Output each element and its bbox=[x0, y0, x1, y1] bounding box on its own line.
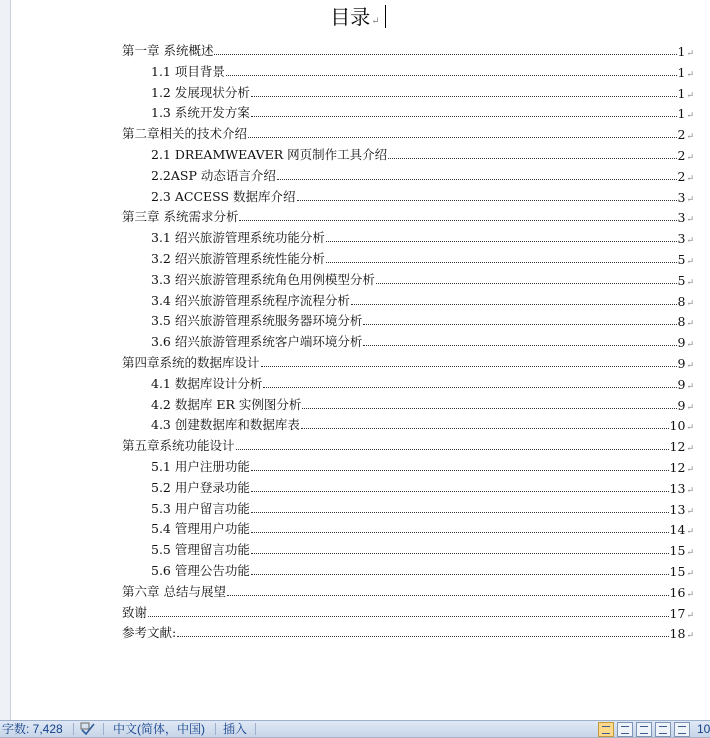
print-layout-view-icon[interactable] bbox=[598, 722, 614, 737]
toc-entry-text: 2.1 DREAMWEAVER 网页制作工具介绍 bbox=[151, 147, 388, 162]
toc-page-number: 5 bbox=[677, 252, 686, 267]
toc-entry-text: 第六章 总结与展望 bbox=[122, 583, 226, 599]
toc-page-number: 15 bbox=[669, 543, 686, 559]
toc-entry-text: 2.3 ACCESS 数据库介绍 bbox=[151, 188, 296, 204]
toc-entry[interactable] bbox=[151, 392, 694, 413]
paragraph-mark: ↵ bbox=[686, 298, 694, 309]
draft-view-icon[interactable] bbox=[674, 722, 690, 737]
toc-page-number: 12 bbox=[669, 439, 686, 455]
toc-entry[interactable] bbox=[151, 142, 694, 163]
toc-entry-text: 3.3 绍兴旅游管理系统角色用例模型分析 bbox=[151, 271, 375, 287]
paragraph-mark: ↵ bbox=[686, 548, 694, 559]
toc-entry[interactable] bbox=[151, 288, 694, 309]
toc-page-number: 5 bbox=[677, 272, 686, 288]
toc-entry-text: 4.2 数据库 ER 实例图分析 bbox=[151, 396, 302, 412]
paragraph-mark: ↵ bbox=[686, 423, 694, 434]
toc-entry[interactable] bbox=[151, 412, 694, 433]
toc-dot-leader bbox=[251, 116, 677, 117]
toc-page-number: 8 bbox=[677, 293, 686, 309]
toc-page-number: 1 bbox=[677, 64, 686, 80]
toc-page-number: 16 bbox=[669, 584, 686, 600]
toc-dot-leader bbox=[351, 304, 677, 305]
toc-entry[interactable] bbox=[122, 579, 694, 600]
toc-entry[interactable] bbox=[151, 454, 694, 475]
paragraph-mark: ↵ bbox=[686, 319, 694, 330]
document-title-text: 目录 bbox=[330, 5, 371, 29]
toc-entry-text: 1.2 发展现状分析 bbox=[151, 84, 250, 100]
toc-dot-leader bbox=[326, 262, 677, 263]
paragraph-mark: ↵ bbox=[686, 569, 694, 579]
status-separator bbox=[255, 723, 256, 735]
toc-dot-leader bbox=[251, 574, 669, 575]
toc-dot-leader bbox=[301, 428, 669, 429]
toc-page-number: 18 bbox=[669, 626, 686, 642]
toc-dot-leader bbox=[363, 345, 676, 346]
toc-entry-text: 第四章系统的数据库设计 bbox=[122, 355, 260, 370]
toc-page-number: 2 bbox=[677, 127, 686, 143]
paragraph-mark: ↵ bbox=[686, 506, 694, 517]
toc-entry-text: 1.3 系统开发方案 bbox=[151, 105, 250, 121]
toc-dot-leader bbox=[248, 137, 676, 138]
toc-page-number: 1 bbox=[677, 85, 686, 101]
toc-entry[interactable] bbox=[151, 225, 694, 246]
toc-entry[interactable] bbox=[151, 163, 694, 184]
toc-page-number: 1 bbox=[677, 44, 686, 59]
toc-entry[interactable] bbox=[151, 308, 694, 329]
toc-entry[interactable] bbox=[151, 184, 694, 205]
toc-dot-leader bbox=[251, 532, 669, 533]
paragraph-mark: ↵ bbox=[686, 49, 694, 59]
toc-entry-text: 3.4 绍兴旅游管理系统程序流程分析 bbox=[151, 292, 350, 308]
language-indicator[interactable]: 中文(简体，中国) bbox=[113, 722, 205, 736]
paragraph-mark: ↵ bbox=[371, 16, 380, 27]
left-ruler-edge bbox=[0, 0, 11, 720]
toc-entry-text: 5.3 用户留言功能 bbox=[151, 500, 250, 516]
toc-dot-leader bbox=[239, 220, 676, 221]
toc-dot-leader bbox=[263, 387, 676, 388]
zoom-level[interactable]: 10 bbox=[697, 722, 710, 736]
toc-dot-leader bbox=[251, 491, 669, 492]
toc-entry[interactable] bbox=[151, 80, 694, 101]
toc-page-number: 10 bbox=[669, 418, 686, 434]
toc-entry-text: 4.3 创建数据库和数据库表 bbox=[151, 417, 300, 433]
toc-dot-leader bbox=[326, 241, 677, 242]
toc-page-number: 2 bbox=[677, 168, 686, 184]
toc-entry-text: 5.5 管理留言功能 bbox=[151, 542, 250, 558]
toc-page-number: 1 bbox=[677, 106, 686, 122]
status-separator bbox=[215, 723, 216, 735]
toc-entry-text: 第二章相关的技术介绍 bbox=[122, 126, 248, 142]
paragraph-mark: ↵ bbox=[686, 465, 694, 475]
toc-dot-leader bbox=[214, 54, 676, 55]
toc-entry[interactable] bbox=[151, 246, 694, 267]
toc-page-number: 12 bbox=[669, 460, 686, 475]
toc-dot-leader bbox=[148, 616, 669, 617]
toc-dot-leader bbox=[236, 449, 669, 450]
toc-entry-text: 5.6 管理公告功能 bbox=[151, 563, 250, 578]
document-title[interactable] bbox=[0, 4, 710, 35]
insert-mode-indicator[interactable]: 插入 bbox=[223, 722, 248, 736]
toc-entry-text: 3.1 绍兴旅游管理系统功能分析 bbox=[151, 230, 325, 246]
paragraph-mark: ↵ bbox=[686, 173, 694, 184]
toc-entry[interactable] bbox=[151, 516, 694, 537]
toc-dot-leader bbox=[177, 636, 668, 637]
toc-entry[interactable] bbox=[122, 620, 694, 641]
toc-entry-text: 第五章系统功能设计 bbox=[122, 438, 235, 454]
paragraph-mark: ↵ bbox=[686, 610, 694, 621]
word-count[interactable]: 字数: 7,428 bbox=[2, 722, 63, 736]
full-screen-reading-view-icon[interactable] bbox=[617, 722, 633, 737]
paragraph-mark: ↵ bbox=[686, 90, 694, 101]
toc-page-number: 9 bbox=[677, 397, 686, 413]
toc-entry[interactable] bbox=[151, 558, 694, 579]
toc-dot-leader bbox=[226, 75, 677, 76]
toc-entry-text: 1.1 项目背景 bbox=[151, 63, 225, 79]
paragraph-mark: ↵ bbox=[686, 527, 694, 538]
toc-dot-leader bbox=[251, 512, 669, 513]
toc-page-number: 13 bbox=[669, 480, 686, 496]
toc-page-number: 9 bbox=[677, 376, 686, 392]
toc-entry[interactable] bbox=[151, 371, 694, 392]
toc-entry[interactable] bbox=[122, 350, 694, 371]
paragraph-mark: ↵ bbox=[686, 194, 694, 205]
toc-entry[interactable] bbox=[122, 38, 694, 59]
status-separator bbox=[73, 723, 74, 735]
paragraph-mark: ↵ bbox=[686, 361, 694, 371]
paragraph-mark: ↵ bbox=[686, 631, 694, 642]
toc-page-number: 3 bbox=[677, 231, 686, 247]
toc-dot-leader bbox=[302, 408, 676, 409]
outline-view-icon[interactable] bbox=[655, 722, 671, 737]
paragraph-mark: ↵ bbox=[686, 236, 694, 247]
toc-dot-leader bbox=[388, 158, 676, 159]
toc-dot-leader bbox=[261, 366, 677, 367]
paragraph-mark: ↵ bbox=[686, 69, 694, 80]
toc-dot-leader bbox=[277, 179, 677, 180]
toc-entry-text: 5.1 用户注册功能 bbox=[151, 459, 250, 474]
paragraph-mark: ↵ bbox=[686, 153, 694, 163]
toc-entry[interactable] bbox=[151, 267, 694, 288]
toc-page-number: 15 bbox=[669, 564, 686, 579]
paragraph-mark: ↵ bbox=[686, 340, 694, 351]
toc-entry[interactable] bbox=[122, 433, 694, 454]
toc-entry-text: 第三章 系统需求分析 bbox=[122, 209, 239, 225]
paragraph-mark: ↵ bbox=[686, 485, 694, 496]
toc-entry[interactable] bbox=[151, 475, 694, 496]
toc-entry-text: 致谢 bbox=[122, 604, 148, 620]
toc-entry[interactable] bbox=[151, 59, 694, 80]
toc-entry-text: 2.2ASP 动态语言介绍 bbox=[151, 167, 276, 183]
paragraph-mark: ↵ bbox=[686, 444, 694, 455]
toc-page-number: 9 bbox=[677, 335, 686, 351]
status-bar bbox=[0, 720, 710, 737]
toc-dot-leader bbox=[251, 470, 669, 471]
toc-dot-leader bbox=[376, 283, 677, 284]
toc-entry[interactable] bbox=[151, 100, 694, 121]
toc-entry-text: 3.2 绍兴旅游管理系统性能分析 bbox=[151, 251, 325, 266]
toc-entry[interactable] bbox=[122, 204, 694, 225]
paragraph-mark: ↵ bbox=[686, 277, 694, 288]
toc-entry[interactable] bbox=[151, 496, 694, 517]
toc-page-number: 13 bbox=[669, 501, 686, 517]
paragraph-mark: ↵ bbox=[686, 257, 694, 267]
toc-dot-leader bbox=[251, 553, 669, 554]
toc-page-number: 8 bbox=[677, 314, 686, 330]
toc-entry-text: 参考文献: bbox=[122, 625, 177, 641]
toc-page-number: 17 bbox=[669, 605, 686, 621]
status-separator bbox=[103, 723, 104, 735]
toc-page-number: 9 bbox=[677, 356, 686, 371]
toc-dot-leader bbox=[251, 96, 677, 97]
toc-entry-text: 5.4 管理用户功能 bbox=[151, 521, 250, 537]
toc-page-number: 14 bbox=[669, 522, 686, 538]
paragraph-mark: ↵ bbox=[686, 111, 694, 122]
toc-dot-leader bbox=[297, 200, 677, 201]
toc-page-number: 2 bbox=[677, 148, 686, 163]
paragraph-mark: ↵ bbox=[686, 215, 694, 226]
toc-dot-leader bbox=[363, 324, 676, 325]
toc-entry[interactable] bbox=[122, 600, 694, 621]
toc-dot-leader bbox=[227, 595, 669, 596]
toc-entry-text: 3.5 绍兴旅游管理系统服务器环境分析 bbox=[151, 313, 363, 329]
toc-entry[interactable] bbox=[151, 537, 694, 558]
toc-page-number: 3 bbox=[677, 210, 686, 226]
toc-entry-text: 第一章 系统概述 bbox=[122, 43, 214, 58]
toc-entry[interactable] bbox=[122, 121, 694, 142]
paragraph-mark: ↵ bbox=[686, 381, 694, 392]
toc-entry-text: 3.6 绍兴旅游管理系统客户端环境分析 bbox=[151, 334, 363, 350]
toc-entry-text: 5.2 用户登录功能 bbox=[151, 479, 250, 495]
toc-entry[interactable] bbox=[151, 329, 694, 350]
paragraph-mark: ↵ bbox=[686, 132, 694, 143]
web-layout-view-icon[interactable] bbox=[636, 722, 652, 737]
paragraph-mark: ↵ bbox=[686, 589, 694, 600]
toc-entry-text: 4.1 数据库设计分析 bbox=[151, 375, 263, 391]
paragraph-mark: ↵ bbox=[686, 402, 694, 413]
toc-page-number: 3 bbox=[677, 189, 686, 205]
